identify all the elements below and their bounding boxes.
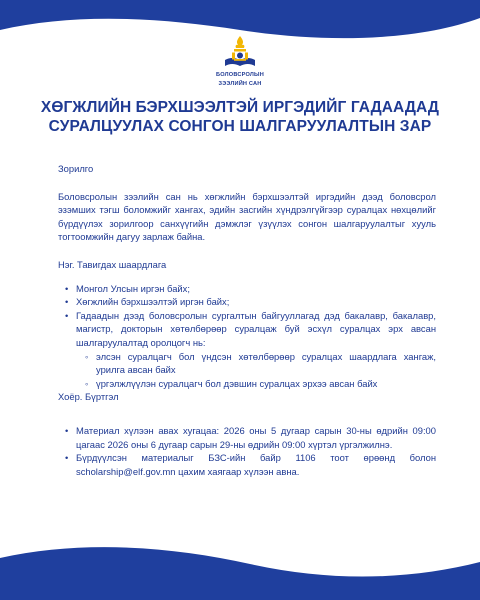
list-item: • Материал хүлээн авах хугацаа: 2026 оны 5 дугаар сарын 30-ны өдрийн 09:00 цагаас 2026 оны 6 дугаар сарын 29-ны өдрийн 09:00 хүртэл үргэлжилнэ.: [76, 424, 436, 451]
list-item: • Монгол Улсын иргэн байх;: [76, 282, 436, 296]
registration-heading: Хоёр. Бүртгэл: [58, 391, 119, 403]
logo-text-line2: ЗЭЭЛИЙН САН: [218, 81, 262, 87]
announcement-body: [58, 162, 436, 478]
list-item-text: Гадаадын дээд боловсролын сургалтын байгууллагад дэд бакалавр, бакалавр, магистр, докторын хөтөлбөрөөр суралцаж буй эсхүл суралцах эрх авсан шалгаруулалтад оролцогч нь:: [76, 309, 436, 348]
sub-list-item: ◦ үргэлжлүүлэн суралцагч бол дэвшин суралцах эрхээ авсан байх: [96, 377, 436, 391]
list-item: • Бүрдүүлсэн материалыг БЗС-ийн байр 1106 тоот өрөөнд болон scholarship@elf.gov.mn цахим хаягаар хүлээн авна.: [76, 451, 436, 478]
soyombo-emblem-icon: [223, 34, 257, 70]
page-title-line1: ХӨГЖЛИЙН БЭРХШЭЭЛТЭЙ ИРГЭДИЙГ ГАДААДАД: [40, 99, 440, 116]
requirements-sublist: [76, 350, 436, 391]
list-item: [76, 309, 436, 391]
fund-logo: [200, 34, 280, 88]
registration-list: [58, 424, 436, 478]
page-title-line2: СУРАЛЦУУЛАХ СОНГОН ШАЛГАРУУЛАЛТЫН ЗАР: [48, 118, 432, 135]
page-title: [20, 98, 460, 136]
goal-heading: Зорилго: [58, 163, 94, 174]
requirements-heading: Нэг. Тавигдах шаардлага: [58, 258, 167, 270]
goal-text: Боловсролын зээлийн сан нь хөгжлийн бэрхшээлтэй иргэдийн дээд боловсрол эзэмших тэгш боломжийг хангах, эдийн засгийн хүндрэлгүйгээр суралцах нөхцөлийг бүрдүүлэх зорилгоор санхүүгийн дэмжлэг үзүүлэх сонгон шалгаруулалтыг хууль тогтоомжийн дагуу зарлаж байна.: [58, 190, 436, 243]
list-item: • Хөгжлийн бэрхшээлтэй иргэн байх;: [76, 295, 436, 309]
requirements-list: [58, 282, 436, 391]
bottom-wave-decoration: [0, 528, 480, 600]
sub-list-item: ◦ элсэн суралцагч бол үндсэн хөтөлбөрөөр суралцах шаардлага хангаж, урилга авсан байх: [96, 350, 436, 377]
logo-text-line1: БОЛОВСРОЛЫН: [216, 72, 264, 78]
